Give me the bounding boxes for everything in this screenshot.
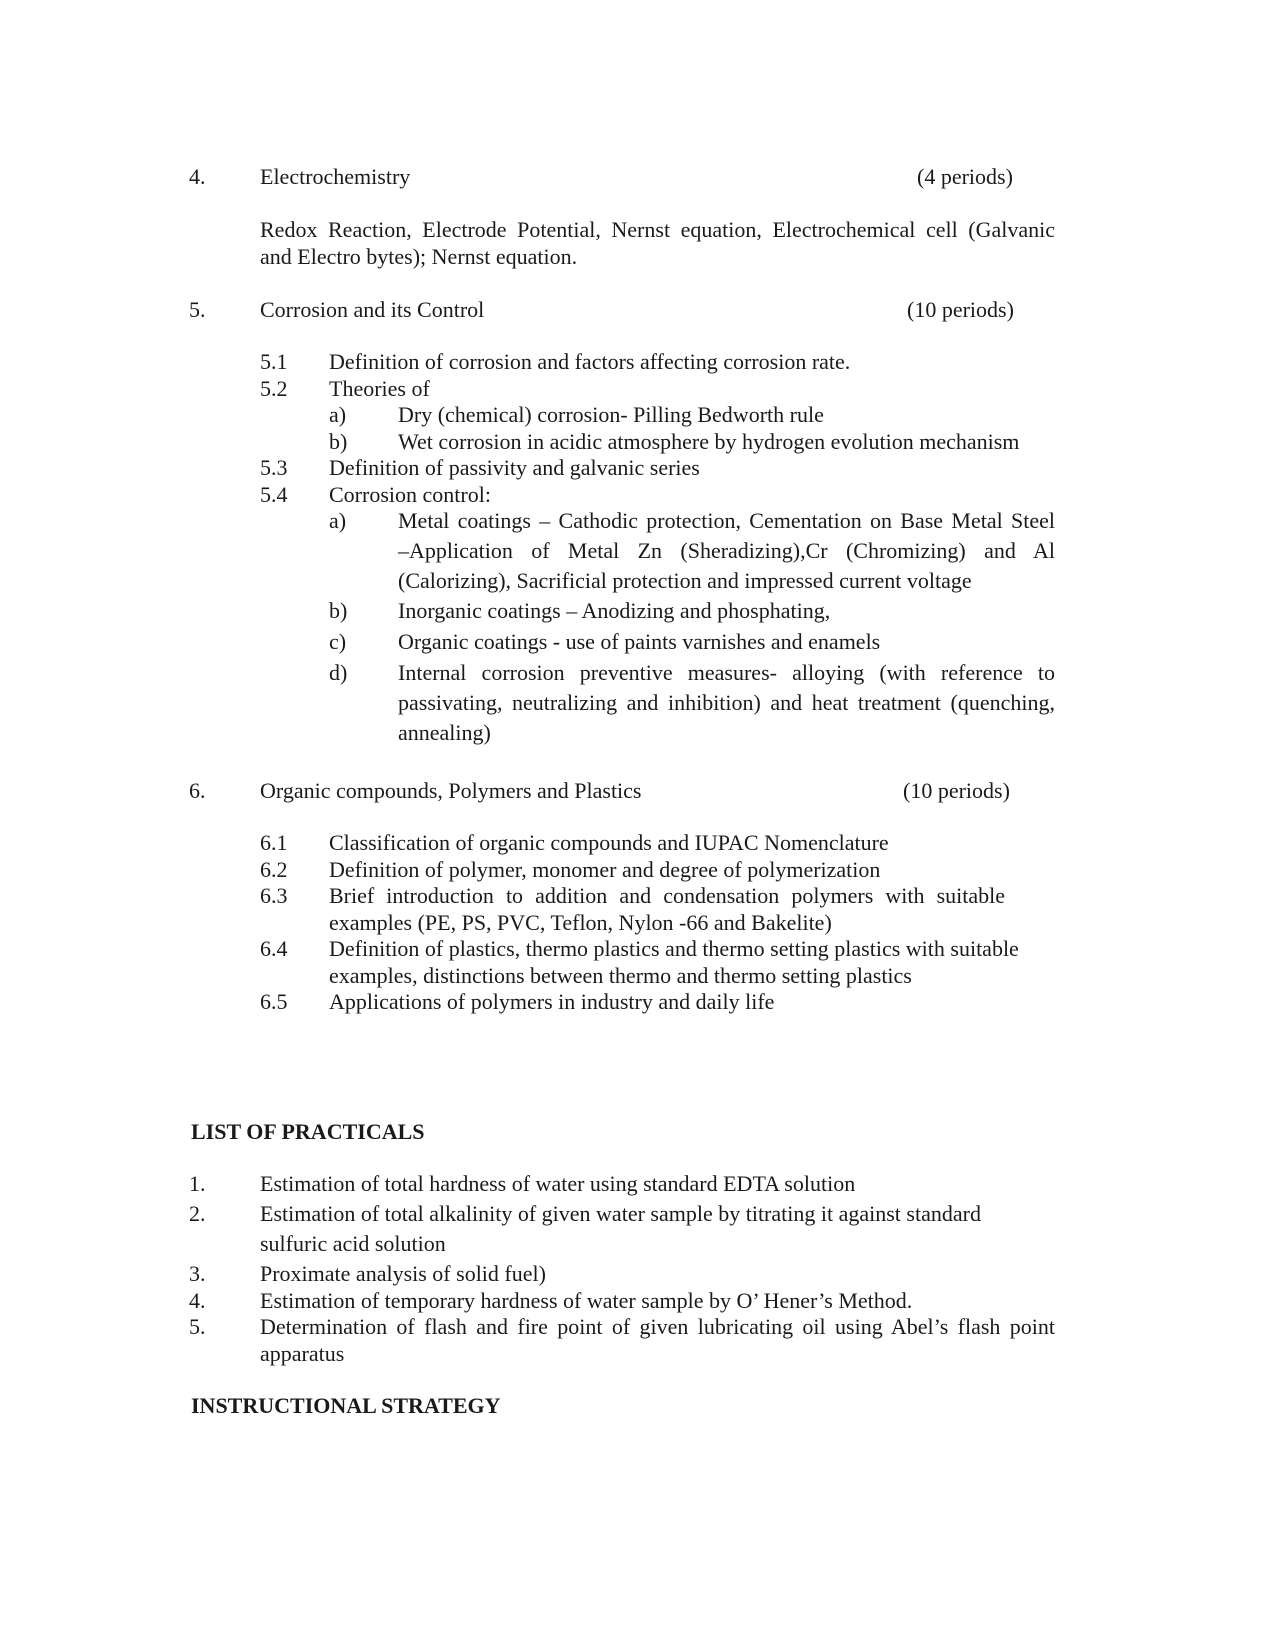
item-number: 5.3 [260, 455, 288, 480]
sub-item-text: Wet corrosion in acidic atmosphere by hydrogen evolution mechanism [398, 429, 1020, 454]
sub-item-label: b) [329, 598, 348, 623]
sub-item-text: Dry (chemical) corrosion- Pilling Bedworth rule [398, 402, 824, 427]
item-number: 6.4 [260, 936, 288, 961]
sub-item-text: (Calorizing), Sacrificial protection and impressed current voltage [398, 568, 972, 593]
sub-item-label: c) [329, 629, 347, 654]
item-number: 5.1 [260, 349, 288, 374]
item-text: Definition of corrosion and factors affecting corrosion rate. [329, 349, 851, 374]
item-number: 6.3 [260, 883, 288, 908]
sub-item-text: Metal coatings – Cathodic protection, Cementation on Base Metal Steel [398, 508, 1055, 533]
practical-number: 4. [189, 1288, 206, 1313]
item-number: 5.2 [260, 376, 288, 401]
unit-5-title: Corrosion and its Control [260, 297, 485, 322]
practical-text: apparatus [260, 1341, 345, 1366]
sub-item-text: Internal corrosion preventive measures- alloying (with reference to [398, 660, 1055, 685]
instructional-strategy-heading: INSTRUCTIONAL STRATEGY [191, 1393, 501, 1418]
item-text: examples (PE, PS, PVC, Teflon, Nylon -66 and Bakelite) [329, 910, 832, 935]
practical-text: Estimation of total alkalinity of given water sample by titrating it against standard [260, 1201, 981, 1226]
sub-item-label: b) [329, 429, 348, 454]
unit-4-content-line: and Electro bytes); Nernst equation. [260, 244, 578, 269]
practical-text: sulfuric acid solution [260, 1231, 446, 1256]
sub-item-text: Organic coatings - use of paints varnishes and enamels [398, 629, 881, 654]
unit-5-periods: (10 periods) [907, 297, 1014, 322]
sub-item-text: Inorganic coatings – Anodizing and phosphating, [398, 598, 831, 623]
unit-4-periods: (4 periods) [917, 164, 1013, 189]
unit-4-number: 4. [189, 164, 206, 189]
sub-item-label: a) [329, 508, 347, 533]
item-text: Brief introduction to addition and condensation polymers with suitable [329, 883, 1005, 908]
item-number: 6.5 [260, 989, 288, 1014]
unit-4-title: Electrochemistry [260, 164, 411, 189]
practical-number: 1. [189, 1171, 206, 1196]
practical-text: Proximate analysis of solid fuel) [260, 1261, 546, 1286]
sub-item-label: a) [329, 402, 347, 427]
practical-number: 2. [189, 1201, 206, 1226]
unit-4-content-line: Redox Reaction, Electrode Potential, Nernst equation, Electrochemical cell (Galvanic [260, 217, 1055, 242]
sub-item-label: d) [329, 660, 348, 685]
item-text: examples, distinctions between thermo and thermo setting plastics [329, 963, 912, 988]
item-text: Definition of passivity and galvanic series [329, 455, 700, 480]
practical-number: 3. [189, 1261, 206, 1286]
item-number: 6.1 [260, 830, 288, 855]
item-text: Applications of polymers in industry and daily life [329, 989, 775, 1014]
item-text: Definition of polymer, monomer and degree of polymerization [329, 857, 881, 882]
item-text: Classification of organic compounds and IUPAC Nomenclature [329, 830, 889, 855]
item-text: Theories of [329, 376, 430, 401]
unit-6-periods: (10 periods) [903, 778, 1010, 803]
practical-text: Estimation of total hardness of water using standard EDTA solution [260, 1171, 856, 1196]
unit-6-title: Organic compounds, Polymers and Plastics [260, 778, 642, 803]
item-text: Definition of plastics, thermo plastics and thermo setting plastics with suitable [329, 936, 1019, 961]
item-text: Corrosion control: [329, 482, 491, 507]
item-number: 5.4 [260, 482, 288, 507]
sub-item-text: –Application of Metal Zn (Sheradizing),Cr (Chromizing) and Al [398, 538, 1055, 563]
unit-6-number: 6. [189, 778, 206, 803]
practical-number: 5. [189, 1314, 206, 1339]
sub-item-text: passivating, neutralizing and inhibition) and heat treatment (quenching, [398, 690, 1055, 715]
unit-5-number: 5. [189, 297, 206, 322]
item-number: 6.2 [260, 857, 288, 882]
sub-item-text: annealing) [398, 720, 491, 745]
practicals-heading: LIST OF PRACTICALS [191, 1119, 425, 1144]
practical-text: Determination of flash and fire point of given lubricating oil using Abel’s flash point [260, 1314, 1055, 1339]
practical-text: Estimation of temporary hardness of water sample by O’ Hener’s Method. [260, 1288, 913, 1313]
